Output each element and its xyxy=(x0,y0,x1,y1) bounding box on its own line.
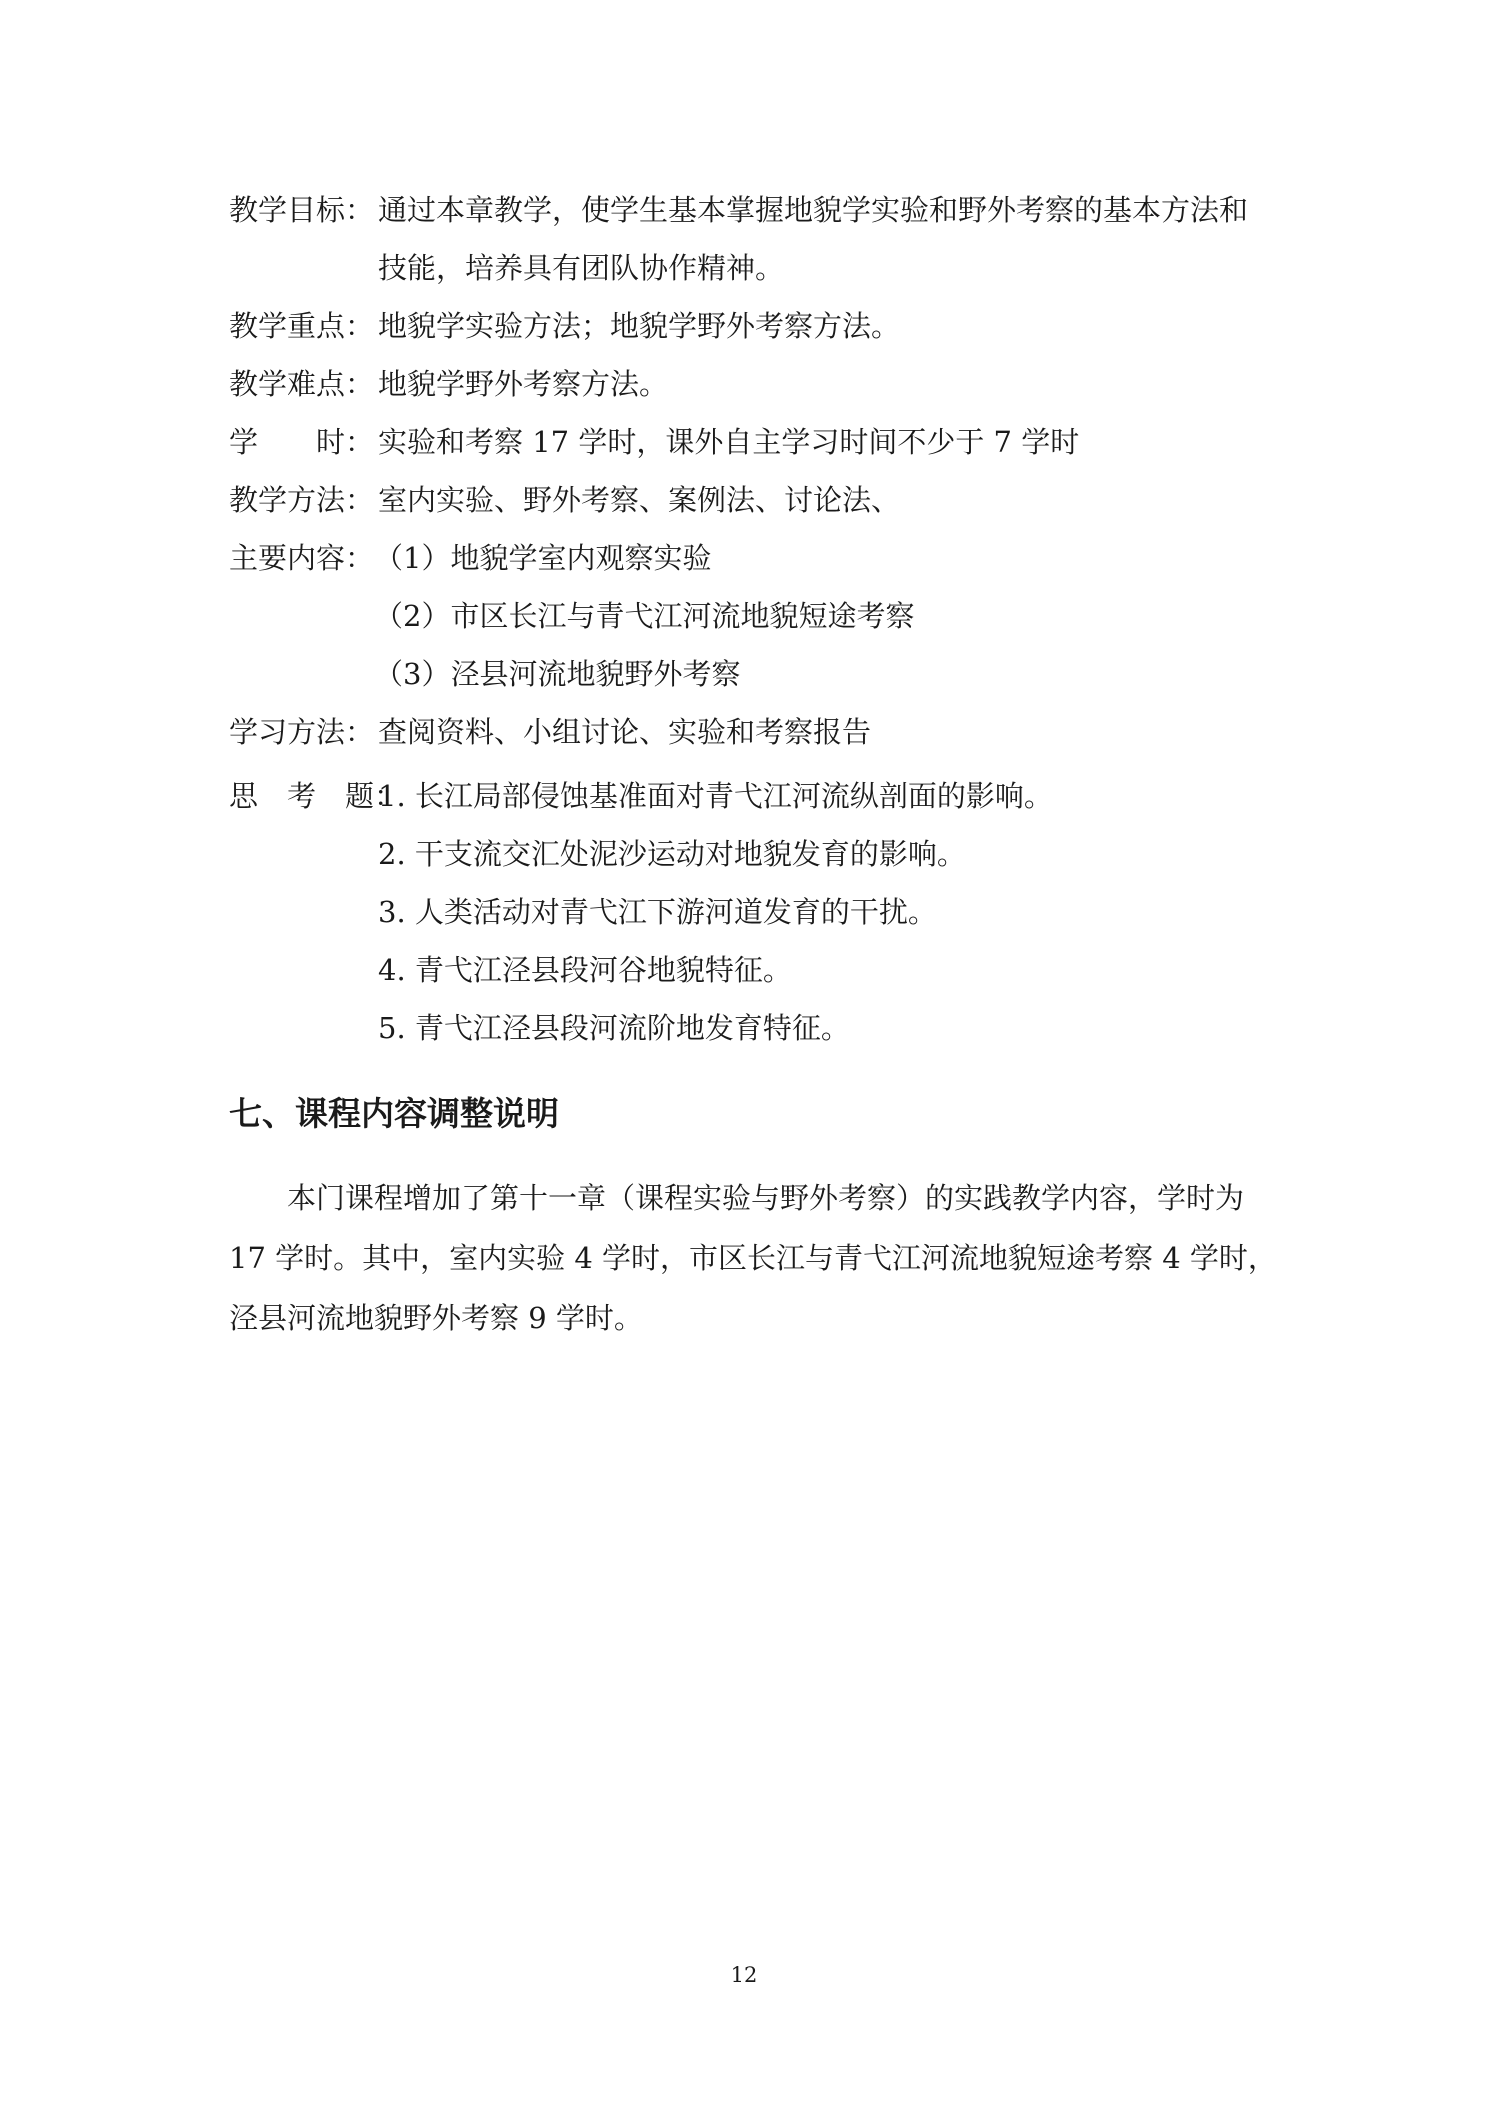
questions-label: 思 考 题： xyxy=(229,779,404,813)
methods-text: 室内实验、野外考察、案例法、讨论法、 xyxy=(378,483,901,517)
contents-item-2: （2）市区长江与青弋江河流地貌短途考察 xyxy=(374,599,915,633)
hours-text: 实验和考察 17 学时，课外自主学习时间不少于 7 学时 xyxy=(378,425,1080,459)
study-methods-label: 学习方法： xyxy=(229,715,375,749)
page-number: 12 xyxy=(730,1963,758,1987)
methods-label: 教学方法： xyxy=(229,483,375,517)
objectives-line-2: 技能，培养具有团队协作精神。 xyxy=(378,251,785,285)
section-paragraph-line-3: 泾县河流地貌野外考察 9 学时。 xyxy=(229,1301,643,1335)
question-3: 3. 人类活动对青弋江下游河道发育的干扰。 xyxy=(378,895,937,929)
difficult-points-text: 地貌学野外考察方法。 xyxy=(378,367,669,401)
section-paragraph-line-1: 本门课程增加了第十一章（课程实验与野外考察）的实践教学内容，学时为 xyxy=(287,1181,1245,1215)
key-points-text: 地貌学实验方法；地貌学野外考察方法。 xyxy=(378,309,901,343)
section-heading: 七、课程内容调整说明 xyxy=(229,1094,559,1133)
question-4: 4. 青弋江泾县段河谷地貌特征。 xyxy=(378,953,792,987)
hours-label: 学 时： xyxy=(229,425,375,459)
contents-item-1: （1）地貌学室内观察实验 xyxy=(374,541,712,575)
key-points-label: 教学重点： xyxy=(229,309,375,343)
question-1: 1. 长江局部侵蚀基准面对青弋江河流纵剖面的影响。 xyxy=(378,779,1053,813)
objectives-label: 教学目标： xyxy=(229,193,375,227)
section-paragraph-line-2: 17 学时。其中，室内实验 4 学时，市区长江与青弋江河流地貌短途考察 4 学时， xyxy=(229,1241,1277,1275)
question-2: 2. 干支流交汇处泥沙运动对地貌发育的影响。 xyxy=(378,837,966,871)
contents-label: 主要内容： xyxy=(229,541,375,575)
contents-item-3: （3）泾县河流地貌野外考察 xyxy=(374,657,741,691)
study-methods-text: 查阅资料、小组讨论、实验和考察报告 xyxy=(378,715,872,749)
difficult-points-label: 教学难点： xyxy=(229,367,375,401)
question-5: 5. 青弋江泾县段河流阶地发育特征。 xyxy=(378,1011,850,1045)
objectives-line-1: 通过本章教学，使学生基本掌握地貌学实验和野外考察的基本方法和 xyxy=(378,193,1249,227)
